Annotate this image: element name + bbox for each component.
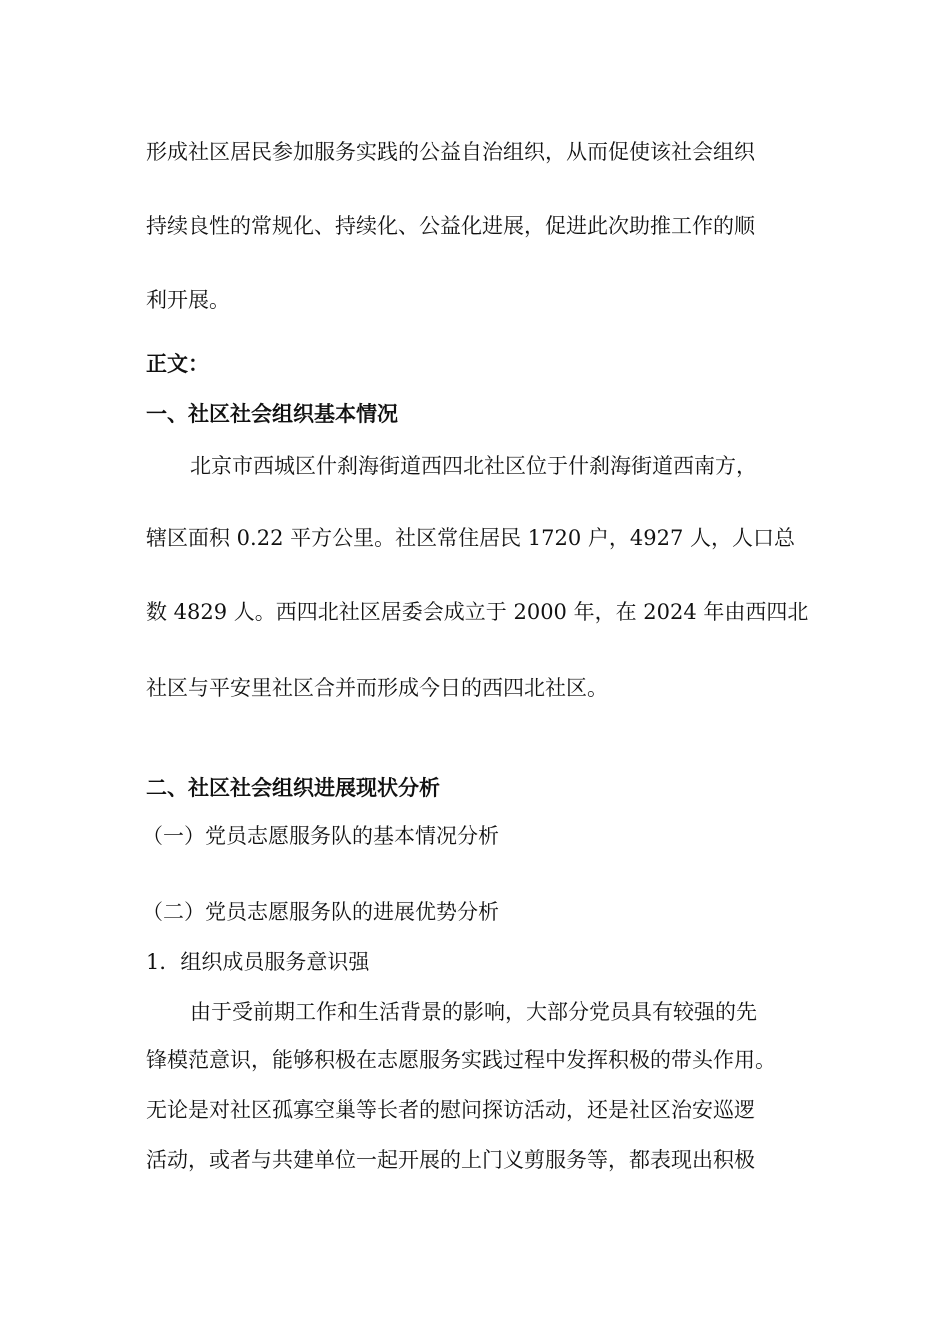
section2-line-1: 由于受前期工作和生活背景的影响，大部分党员具有较强的先 [190, 1000, 757, 1024]
section1-line-1: 北京市西城区什刹海街道西四北社区位于什刹海街道西南方， [190, 454, 757, 478]
section1-line-3: 数 4829 人。西四北社区居委会成立于 2000 年，在 2024 年由西四北 [146, 600, 809, 624]
intro-line-1: 形成社区居民参加服务实践的公益自治组织，从而促使该社会组织 [146, 140, 755, 164]
section2-item1: 1．组织成员服务意识强 [146, 950, 370, 974]
intro-line-2: 持续良性的常规化、持续化、公益化进展，促进此次助推工作的顺 [146, 214, 755, 238]
intro-line-3: 利开展。 [146, 288, 230, 312]
body-label: 正文： [146, 351, 209, 376]
section1-line-2: 辖区面积 0.22 平方公里。社区常住居民 1720 户，4927 人，人口总 [146, 526, 796, 550]
section1-line-4: 社区与平安里社区合并而形成今日的西四北社区。 [146, 676, 608, 700]
section1-heading: 一、社区社会组织基本情况 [146, 401, 398, 426]
section2-heading: 二、社区社会组织进展现状分析 [146, 775, 440, 800]
section2-line-3: 无论是对社区孤寡空巢等长者的慰问探访活动，还是社区治安巡逻 [146, 1098, 755, 1122]
section2-line-4: 活动，或者与共建单位一起开展的上门义剪服务等，都表现出积极 [146, 1148, 755, 1172]
section2-sub1: （一）党员志愿服务队的基本情况分析 [142, 824, 499, 848]
section2-line-2: 锋模范意识，能够积极在志愿服务实践过程中发挥积极的带头作用。 [146, 1048, 776, 1072]
section2-sub2: （二）党员志愿服务队的进展优势分析 [142, 900, 499, 924]
